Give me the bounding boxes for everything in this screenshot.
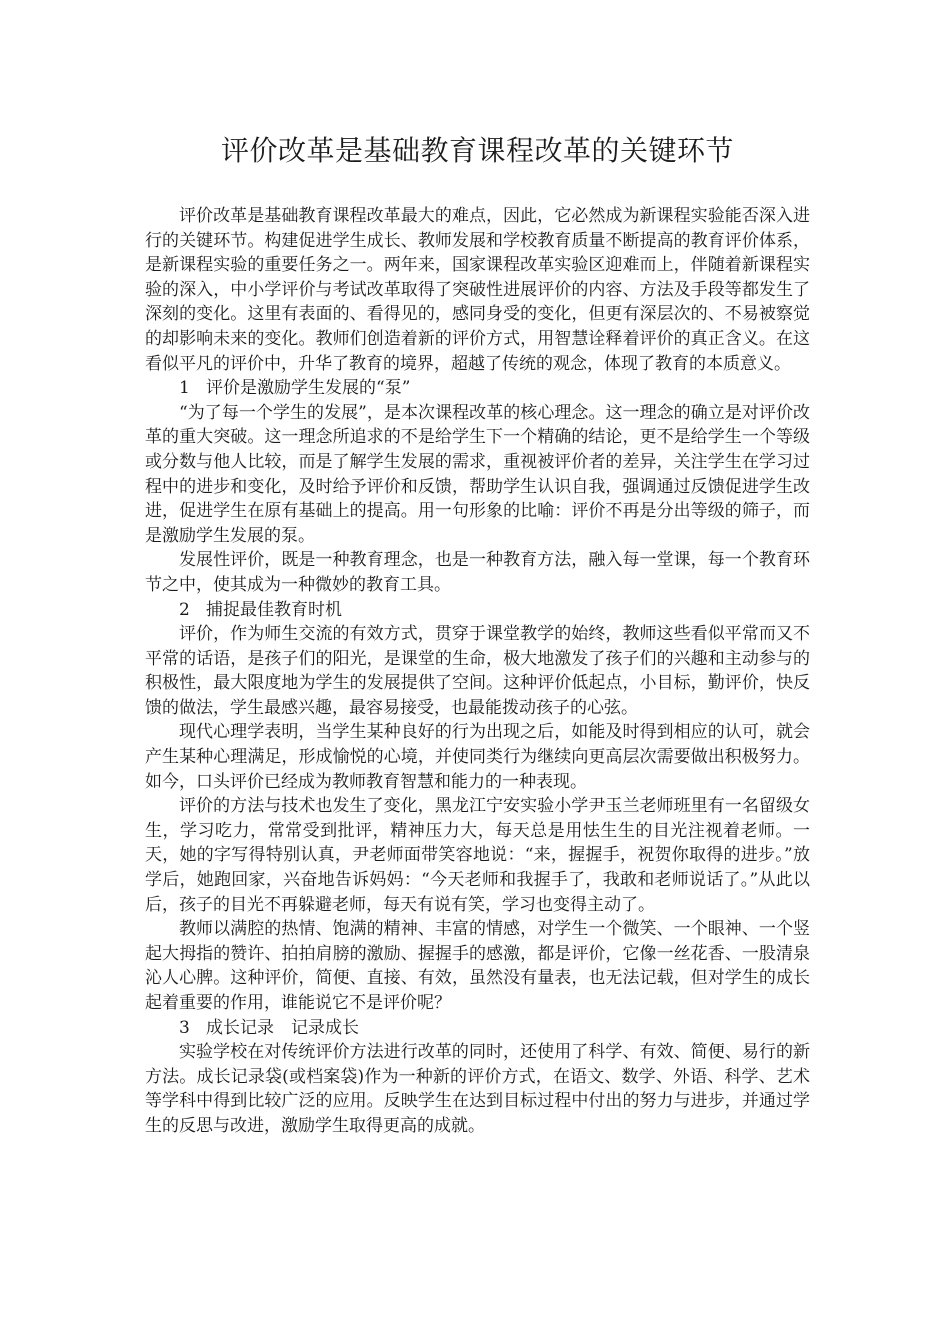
body-paragraph: 教师以满腔的热情、饱满的精神、丰富的情感，对学生一个微笑、一个眼神、一个竖起大拇指的赞许、拍拍肩膀的激励、握握手的感激，都是评价，它像一丝花香、一股清泉沁人心脾。这种评价，简便、直接、有效，虽然没有量表，也无法记载，但对学生的成长起着重要的作用，谁能说它不是评价呢？ (145, 919, 810, 1013)
section-heading-3 (145, 1016, 810, 1041)
body-paragraph: 发展性评价，既是一种教育理念，也是一种教育方法，融入每一堂课，每一个教育环节之中，使其成为一种微妙的教育工具。 (145, 550, 810, 595)
body-paragraph: 实验学校在对传统评价方法进行改革的同时，还使用了科学、有效、简便、易行的新方法。成长记录袋(或档案袋)作为一种新的评价方式，在语文、数学、外语、科学、艺术等学科中得到比较广泛的应用。反映学生在达到目标过程中付出的努力与进步，并通过学生的反思与改进，激励学生取得更高的成就。 (145, 1042, 810, 1136)
body-paragraph: 现代心理学表明，当学生某种良好的行为出现之后，如能及时得到相应的认可，就会产生某种心理满足，形成愉悦的心境，并使同类行为继续向更高层次需要做出积极努力。如今，口头评价已经成为教师教育智慧和能力的一种表现。 (145, 722, 810, 792)
section-title: 评价是激励学生发展的“泵” (206, 378, 411, 399)
intro-paragraph: 评价改革是基础教育课程改革最大的难点，因此，它必然成为新课程实验能否深入进行的关键环节。构建促进学生成长、教师发展和学校教育质量不断提高的教育评价体系，是新课程实验的重要任务之一。两年来，国家课程改革实验区迎难而上，伴随着新课程实验的深入，中小学评价与考试改革取得了突破性进展评价的内容、方法及手段等都发生了深刻的变化。这里有表面的、看得见的，感同身受的变化，但更有深层次的、不易被察觉的却影响未来的变化。教师们创造着新的评价方式，用智慧诠释着评价的真正含义。在这看似平凡的评价中，升华了教育的境界，超越了传统的观念，体现了教育的本质意义。 (145, 206, 810, 374)
section-number: 1 (179, 378, 190, 399)
section-number: 3 (179, 1017, 190, 1038)
section-number: 2 (179, 599, 190, 620)
body-paragraph: 评价，作为师生交流的有效方式，贯穿于课堂教学的始终，教师这些看似平常而又不平常的话语，是孩子们的阳光，是课堂的生命，极大地激发了孩子们的兴趣和主动参与的积极性，最大限度地为学生的发展提供了空间。这种评价低起点，小目标，勤评价，快反馈的做法，学生最感兴趣，最容易接受，也最能拨动孩子的心弦。 (145, 624, 810, 718)
section-title: 成长记录 记录成长 (206, 1017, 359, 1038)
section-heading-2 (145, 598, 810, 623)
document-body (145, 204, 810, 1139)
document-page (145, 0, 810, 1139)
section-heading-1 (145, 376, 810, 401)
body-paragraph: 评价的方法与技术也发生了变化，黑龙江宁安实验小学尹玉兰老师班里有一名留级女生，学习吃力，常常受到批评，精神压力大，每天总是用怯生生的目光注视着老师。一天，她的字写得特别认真，尹老师面带笑容地说：“来，握握手，祝贺你取得的进步。”放学后，她跑回家，兴奋地告诉妈妈：“今天老师和我握手了，我敢和老师说话了。”从此以后，孩子的目光不再躲避老师，每天有说有笑，学习也变得主动了。 (145, 796, 810, 915)
section-title: 捕捉最佳教育时机 (206, 599, 342, 620)
body-paragraph: “为了每一个学生的发展”，是本次课程改革的核心理念。这一理念的确立是对评价改革的重大突破。这一理念所追求的不是给学生下一个精确的结论，更不是给学生一个等级或分数与他人比较，而是了解学生发展的需求，重视被评价者的差异，关注学生在学习过程中的进步和变化，及时给予评价和反馈，帮助学生认识自我，强调通过反馈促进学生改进，促进学生在原有基础上的提高。用一句形象的比喻：评价不再是分出等级的筛子，而是激励学生发展的泵。 (145, 402, 810, 546)
document-title: 评价改革是基础教育课程改革的关键环节 (220, 134, 734, 167)
